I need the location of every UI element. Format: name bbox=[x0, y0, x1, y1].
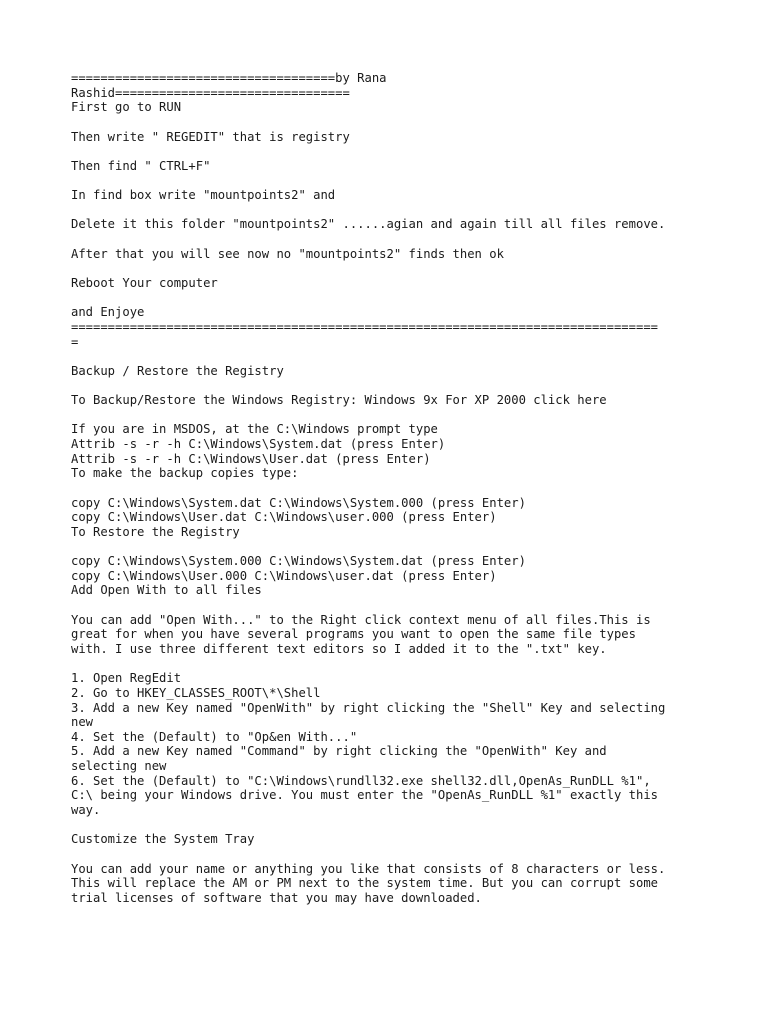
command-line: copy C:\Windows\System.000 C:\Windows\System.dat (press Enter) bbox=[71, 554, 526, 569]
command-line: copy C:\Windows\System.dat C:\Windows\System.000 (press Enter) bbox=[71, 495, 526, 510]
section-heading: To Restore the Registry bbox=[71, 524, 240, 539]
text-line bbox=[71, 232, 701, 247]
text-line bbox=[71, 598, 701, 613]
command-line: copy C:\Windows\User.dat C:\Windows\user.000 (press Enter) bbox=[71, 510, 497, 525]
command-line: copy C:\Windows\User.000 C:\Windows\user.dat (press Enter) bbox=[71, 568, 497, 583]
text-line bbox=[71, 481, 701, 496]
text-line: Rashid================================ bbox=[71, 85, 350, 100]
text-line: This will replace the AM or PM next to the system time. But you can corrupt some bbox=[71, 876, 658, 891]
list-item: way. bbox=[71, 803, 101, 818]
separator-line: ================================================================================ bbox=[71, 319, 658, 334]
text-line bbox=[71, 291, 701, 306]
text-line bbox=[71, 261, 701, 276]
section-heading: Add Open With to all files bbox=[71, 583, 262, 598]
text-line: To Backup/Restore the Windows Registry: Windows 9x For XP 2000 click here bbox=[71, 393, 607, 408]
text-line: Delete it this folder "mountpoints2" ......agian and again till all files remove. bbox=[71, 217, 666, 232]
list-item: 3. Add a new Key named "OpenWith" by right clicking the "Shell" Key and selecting bbox=[71, 700, 666, 715]
list-item: new bbox=[71, 715, 94, 730]
text-line: trial licenses of software that you may have downloaded. bbox=[71, 890, 482, 905]
text-line: Then find " CTRL+F" bbox=[71, 158, 211, 173]
text-line: If you are in MSDOS, at the C:\Windows prompt type bbox=[71, 422, 438, 437]
text-line: After that you will see now no "mountpoints2" finds then ok bbox=[71, 246, 504, 261]
command-line: Attrib -s -r -h C:\Windows\System.dat (press Enter) bbox=[71, 437, 446, 452]
list-item: 1. Open RegEdit bbox=[71, 671, 182, 686]
text-line: Reboot Your computer bbox=[71, 275, 218, 290]
text-line: To make the backup copies type: bbox=[71, 466, 299, 481]
text-line: great for when you have several programs you want to open the same file types bbox=[71, 627, 636, 642]
list-item: 2. Go to HKEY_CLASSES_ROOT\*\Shell bbox=[71, 685, 321, 700]
text-line: ====================================by Rana bbox=[71, 71, 387, 85]
command-line: Attrib -s -r -h C:\Windows\User.dat (press Enter) bbox=[71, 451, 431, 466]
text-line bbox=[71, 657, 701, 672]
text-line: First go to RUN bbox=[71, 100, 182, 115]
text-line: and Enjoye bbox=[71, 305, 145, 320]
text-line bbox=[71, 378, 701, 393]
text-line bbox=[71, 818, 701, 833]
text-line bbox=[71, 203, 701, 218]
text-line: In find box write "mountpoints2" and bbox=[71, 188, 336, 203]
document-page bbox=[71, 71, 701, 906]
text-line bbox=[71, 349, 701, 364]
list-item: 4. Set the (Default) to "Op&en With..." bbox=[71, 729, 358, 744]
list-item: 5. Add a new Key named "Command" by right clicking the "OpenWith" Key and bbox=[71, 744, 607, 759]
section-heading: Customize the System Tray bbox=[71, 832, 255, 847]
list-item: C:\ being your Windows drive. You must enter the "OpenAs_RunDLL %1" exactly this bbox=[71, 788, 658, 803]
section-heading: Backup / Restore the Registry bbox=[71, 363, 284, 378]
text-line: with. I use three different text editors so I added it to the ".txt" key. bbox=[71, 641, 607, 656]
text-line bbox=[71, 173, 701, 188]
text-line: You can add your name or anything you like that consists of 8 characters or less. bbox=[71, 861, 666, 876]
text-line bbox=[71, 540, 701, 555]
text-line bbox=[71, 144, 701, 159]
list-item: 6. Set the (Default) to "C:\Windows\rundll32.exe shell32.dll,OpenAs_RunDLL %1", bbox=[71, 773, 651, 788]
list-item: selecting new bbox=[71, 759, 167, 774]
text-line: You can add "Open With..." to the Right click context menu of all files.This is bbox=[71, 612, 651, 627]
text-line bbox=[71, 847, 701, 862]
text-line bbox=[71, 408, 701, 423]
separator-line: = bbox=[71, 334, 79, 349]
text-line: Then write " REGEDIT" that is registry bbox=[71, 129, 350, 144]
text-line bbox=[71, 115, 701, 130]
